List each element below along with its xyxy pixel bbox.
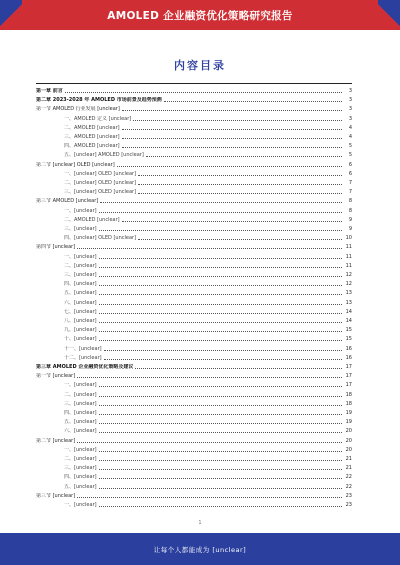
toc-entry-page: 3 — [348, 106, 352, 113]
toc-dot-leader — [133, 120, 342, 121]
toc-dot-leader — [104, 350, 342, 351]
toc-entry-page: 12 — [345, 272, 352, 278]
toc-subsection-entry[interactable] — [36, 150, 352, 158]
toc-subsection-entry[interactable] — [36, 279, 352, 287]
toc-subsection-entry[interactable] — [36, 215, 352, 223]
toc-entry-title: 一、[unclear] — [64, 253, 97, 260]
toc-entry-page: 3 — [348, 88, 352, 94]
toc-entry-page: 22 — [345, 474, 352, 481]
toc-entry-page: 11 — [345, 253, 352, 260]
toc-entry-title: 四、AMOLED [unclear] — [64, 143, 120, 150]
toc-dot-leader — [77, 497, 342, 498]
toc-entry-title: 三、[unclear] — [64, 226, 97, 232]
toc-entry-page: 15 — [345, 336, 352, 343]
toc-subsection-entry[interactable] — [36, 252, 352, 260]
toc-subsection-entry[interactable] — [36, 417, 352, 425]
toc-subsection-entry[interactable] — [36, 224, 352, 232]
toc-subsection-entry[interactable] — [36, 472, 352, 480]
toc-entry-page: 23 — [345, 492, 352, 499]
toc-subsection-entry[interactable] — [36, 454, 352, 462]
toc-section-entry[interactable] — [36, 242, 352, 250]
toc-entry-title: 第三章 AMOLED 企业融资优化策略及建议 — [36, 364, 134, 370]
toc-entry-page: 16 — [345, 354, 352, 361]
toc-dot-leader — [122, 129, 342, 130]
toc-entry-title: 六、[unclear] — [64, 428, 97, 435]
toc-entry-title: 五、[unclear] — [64, 290, 97, 297]
page-number: 1 — [198, 520, 202, 526]
toc-entry-title: 一、AMOLED 定义 [unclear] — [64, 115, 132, 122]
toc-entry-page: 13 — [345, 299, 352, 306]
toc-subsection-entry[interactable] — [36, 334, 352, 342]
toc-entry-title: 三、[unclear] — [64, 465, 97, 472]
toc-entry-title: 十二、[unclear] — [64, 354, 102, 361]
toc-dot-leader — [99, 469, 342, 470]
toc-dot-leader — [104, 359, 342, 360]
toc-dot-leader — [99, 414, 342, 415]
toc-entry-page: 20 — [345, 437, 352, 444]
toc-entry-page: 16 — [345, 345, 352, 352]
report-title: AMOLED 企业融资优化策略研究报告 — [107, 10, 293, 22]
toc-entry-page: 7 — [348, 189, 352, 196]
toc-dot-leader — [99, 230, 342, 231]
toc-subsection-entry[interactable] — [36, 390, 352, 398]
toc-entry-page: 23 — [345, 502, 352, 508]
toc-entry-title: 三、[unclear] OLED [unclear] — [64, 189, 137, 196]
toc-entry-page: 3 — [348, 115, 352, 122]
toc-entry-title: 四、[unclear] — [64, 281, 97, 288]
toc-dot-leader — [99, 396, 342, 397]
toc-entry-title: 四、[unclear] OLED [unclear] — [64, 235, 137, 242]
toc-subsection-entry[interactable] — [36, 380, 352, 388]
toc-section-entry[interactable] — [36, 491, 352, 499]
toc-dot-leader — [138, 184, 342, 185]
toc-dot-leader — [122, 221, 342, 222]
toc-dot-leader — [65, 92, 342, 93]
toc-subsection-entry[interactable] — [36, 426, 352, 434]
toc-dot-leader — [135, 368, 342, 369]
toc-section-entry[interactable] — [36, 104, 352, 112]
toc-entry-page: 3 — [348, 97, 352, 104]
toc-divider — [36, 83, 352, 84]
toc-section-entry[interactable] — [36, 436, 352, 444]
toc-dot-leader — [99, 386, 342, 387]
toc-entry-title: 一、[unclear] — [64, 207, 97, 214]
toc-dot-leader — [77, 442, 342, 443]
toc-dot-leader — [99, 460, 342, 461]
toc-subsection-entry[interactable] — [36, 132, 352, 140]
toc-subsection-entry[interactable] — [36, 353, 352, 361]
report-header — [0, 0, 400, 30]
toc-dot-leader — [99, 405, 342, 406]
toc-entry-page: 9 — [348, 216, 352, 223]
toc-section-entry[interactable] — [36, 371, 352, 379]
toc-title: 内容目录 — [174, 59, 226, 72]
toc-dot-leader — [138, 239, 342, 240]
toc-entry-title: 一、[unclear] OLED [unclear] — [64, 170, 137, 177]
toc-entry-title: 第二节 [unclear] OLED [unclear] — [36, 161, 115, 168]
toc-entry-title: 第一节 [unclear] — [36, 373, 76, 380]
toc-chapter-entry[interactable] — [36, 95, 352, 103]
toc-entry-page: 4 — [348, 134, 352, 140]
toc-dot-leader — [99, 267, 342, 268]
toc-entry-title: 三、[unclear] — [64, 272, 97, 278]
toc-entry-page: 19 — [345, 410, 352, 416]
toc-dot-leader — [99, 423, 342, 424]
toc-subsection-entry[interactable] — [36, 298, 352, 306]
toc-entry-title: 五、[unclear] AMOLED [unclear] — [64, 152, 144, 159]
toc-subsection-entry[interactable] — [36, 463, 352, 471]
toc-dot-leader — [117, 166, 342, 167]
toc-subsection-entry[interactable] — [36, 344, 352, 352]
toc-entry-title: 二、[unclear] — [64, 456, 97, 462]
toc-subsection-entry[interactable] — [36, 288, 352, 296]
toc-entry-page: 7 — [348, 180, 352, 186]
toc-entry-page: 18 — [345, 400, 352, 407]
toc-dot-leader — [146, 156, 342, 157]
toc-entry-title: 一、[unclear] — [64, 446, 97, 453]
toc-entry-page: 21 — [345, 456, 352, 462]
toc-subsection-entry[interactable] — [36, 399, 352, 407]
toc-entry-page: 15 — [345, 327, 352, 334]
toc-entry-page: 9 — [348, 226, 352, 232]
toc-dot-leader — [99, 488, 342, 489]
toc-entry-page: 8 — [348, 207, 352, 214]
toc-dot-leader — [99, 285, 342, 286]
toc-entry-title: 第三节 [unclear] — [36, 492, 76, 499]
toc-entry-title: 六、[unclear] — [64, 299, 97, 306]
table-of-contents — [36, 86, 352, 518]
toc-dot-leader — [77, 248, 342, 249]
toc-dot-leader — [99, 432, 342, 433]
toc-entry-page: 13 — [345, 290, 352, 297]
toc-dot-leader — [122, 147, 342, 148]
toc-entry-page: 6 — [348, 161, 352, 168]
toc-dot-leader — [77, 377, 342, 378]
toc-subsection-entry[interactable] — [36, 123, 352, 131]
footer-slogan: 让每个人都能成为 [unclear] — [153, 546, 247, 554]
toc-entry-title: 五、[unclear] — [64, 483, 97, 490]
toc-dot-leader — [99, 304, 342, 305]
toc-subsection-entry[interactable] — [36, 187, 352, 195]
toc-dot-leader — [99, 322, 342, 323]
toc-section-entry[interactable] — [36, 160, 352, 168]
toc-dot-leader — [138, 175, 342, 176]
toc-subsection-entry[interactable] — [36, 307, 352, 315]
toc-subsection-entry[interactable] — [36, 408, 352, 416]
toc-entry-title: 第一节 AMOLED 行业发展 [unclear] — [36, 106, 120, 113]
toc-dot-leader — [99, 212, 342, 213]
toc-entry-page: 14 — [345, 308, 352, 315]
toc-chapter-entry[interactable] — [36, 86, 352, 94]
toc-dot-leader — [99, 340, 342, 341]
toc-entry-title: 三、AMOLED [unclear] — [64, 134, 120, 140]
toc-entry-title: 五、[unclear] — [64, 419, 97, 426]
report-footer — [0, 533, 400, 565]
toc-subsection-entry[interactable] — [36, 270, 352, 278]
toc-dot-leader — [99, 478, 342, 479]
toc-entry-page: 11 — [345, 262, 352, 269]
toc-entry-title: 第一章 前言 — [36, 88, 63, 94]
toc-dot-leader — [99, 313, 342, 314]
toc-subsection-entry[interactable] — [36, 206, 352, 214]
toc-entry-page: 22 — [345, 483, 352, 490]
toc-subsection-entry[interactable] — [36, 445, 352, 453]
toc-entry-title: 四、[unclear] — [64, 474, 97, 481]
toc-subsection-entry[interactable] — [36, 233, 352, 241]
toc-subsection-entry[interactable] — [36, 141, 352, 149]
toc-entry-title: 一、[unclear] — [64, 382, 97, 389]
toc-entry-title: 八、[unclear] — [64, 318, 97, 324]
toc-dot-leader — [99, 506, 342, 507]
toc-entry-title: 十一、[unclear] — [64, 345, 102, 352]
toc-dot-leader — [99, 451, 342, 452]
toc-entry-page: 4 — [348, 124, 352, 131]
toc-entry-page: 5 — [348, 143, 352, 150]
toc-dot-leader — [100, 202, 342, 203]
toc-entry-page: 18 — [345, 391, 352, 398]
toc-entry-page: 5 — [348, 152, 352, 159]
toc-entry-title: 第四节 [unclear] — [36, 244, 76, 251]
toc-subsection-entry[interactable] — [36, 261, 352, 269]
toc-entry-title: 二、[unclear] — [64, 262, 97, 269]
toc-subsection-entry[interactable] — [36, 169, 352, 177]
toc-entry-title: 第二节 [unclear] — [36, 437, 76, 444]
toc-dot-leader — [164, 101, 342, 102]
toc-entry-page: 21 — [345, 465, 352, 472]
toc-entry-page: 17 — [345, 373, 352, 380]
toc-entry-page: 14 — [345, 318, 352, 324]
toc-entry-title: 三、[unclear] — [64, 400, 97, 407]
toc-entry-title: 九、[unclear] — [64, 327, 97, 334]
toc-entry-title: 一、[unclear] — [64, 502, 97, 508]
toc-entry-page: 20 — [345, 428, 352, 435]
toc-entry-title: 七、[unclear] — [64, 308, 97, 315]
toc-entry-page: 17 — [345, 364, 352, 370]
toc-subsection-entry[interactable] — [36, 325, 352, 333]
toc-subsection-entry[interactable] — [36, 500, 352, 508]
toc-dot-leader — [99, 294, 342, 295]
toc-dot-leader — [138, 193, 342, 194]
toc-entry-title: 二、[unclear] — [64, 391, 97, 398]
toc-dot-leader — [99, 331, 342, 332]
toc-dot-leader — [122, 138, 342, 139]
toc-chapter-entry[interactable] — [36, 362, 352, 370]
toc-dot-leader — [122, 110, 342, 111]
toc-entry-page: 10 — [345, 235, 352, 242]
toc-subsection-entry[interactable] — [36, 178, 352, 186]
toc-entry-page: 12 — [345, 281, 352, 288]
toc-entry-page: 17 — [345, 382, 352, 389]
toc-entry-page: 11 — [345, 244, 352, 251]
toc-entry-title: 二、AMOLED [unclear] — [64, 124, 120, 131]
toc-entry-title: 十、[unclear] — [64, 336, 97, 343]
toc-entry-title: 二、[unclear] OLED [unclear] — [64, 180, 137, 186]
toc-section-entry[interactable] — [36, 196, 352, 204]
toc-dot-leader — [99, 276, 342, 277]
toc-entry-title: 四、[unclear] — [64, 410, 97, 416]
toc-dot-leader — [99, 258, 342, 259]
toc-entry-page: 6 — [348, 170, 352, 177]
toc-entry-page: 20 — [345, 446, 352, 453]
toc-subsection-entry[interactable] — [36, 482, 352, 490]
toc-entry-title: 第三节 AMOLED [unclear] — [36, 198, 99, 205]
toc-entry-title: 第二章 2023-2028 年 AMOLED 市场前景及趋势预测 — [36, 97, 162, 104]
toc-entry-page: 8 — [348, 198, 352, 205]
toc-entry-title: 二、AMOLED [unclear] — [64, 216, 120, 223]
toc-entry-page: 19 — [345, 419, 352, 426]
toc-subsection-entry[interactable] — [36, 114, 352, 122]
toc-subsection-entry[interactable] — [36, 316, 352, 324]
